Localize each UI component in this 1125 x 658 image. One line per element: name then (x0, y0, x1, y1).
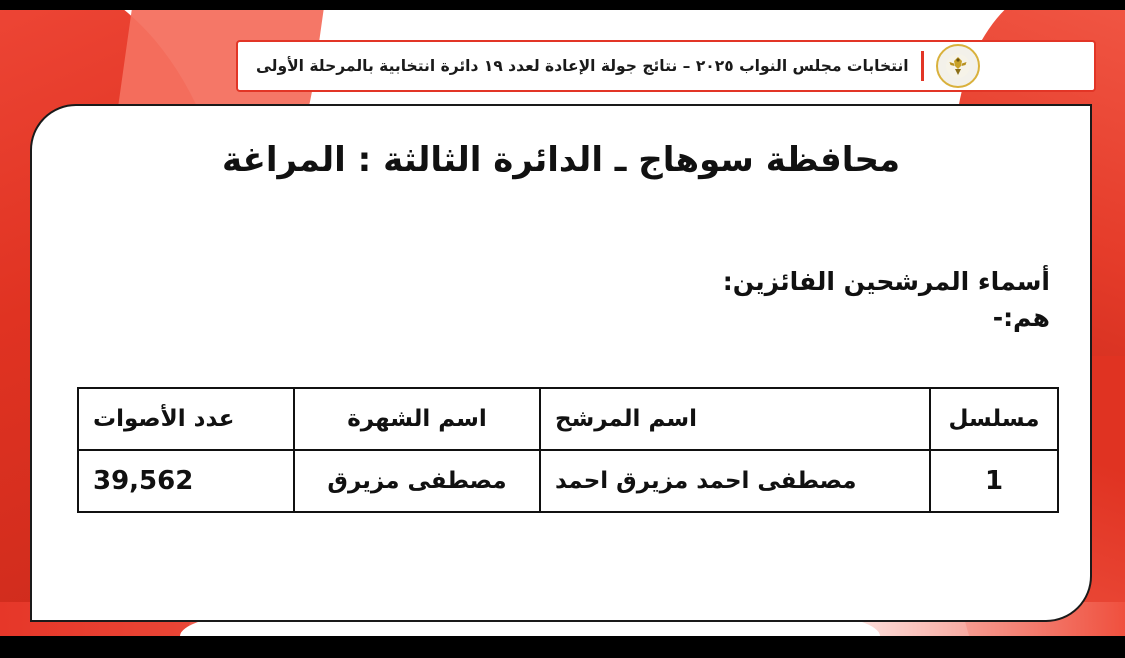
table-row (78, 450, 1058, 512)
cell-fame-name: مصطفى مزيرق (294, 450, 540, 512)
table-header-row (78, 388, 1058, 450)
cell-votes: 39,562 (78, 450, 294, 512)
column-header-votes: عدد الأصوات (78, 388, 294, 450)
letterbox-bottom (0, 636, 1125, 658)
banner-divider (921, 51, 924, 81)
page-title: محافظة سوهاج ـ الدائرة الثالثة : المراغة (221, 140, 901, 180)
column-header-candidate: اسم المرشح (540, 388, 930, 450)
results-card (30, 104, 1092, 622)
cell-seq: 1 (930, 450, 1058, 512)
egypt-eagle-emblem-icon (936, 44, 980, 88)
table-body (78, 450, 1058, 512)
column-header-fame-name: اسم الشهرة (294, 388, 540, 450)
cell-candidate: مصطفى احمد مزيرق احمد (540, 450, 930, 512)
results-table (77, 387, 1059, 513)
winners-label (723, 264, 1050, 337)
column-header-seq: مسلسل (930, 388, 1058, 450)
header-banner (236, 40, 1096, 92)
letterbox-top (0, 0, 1125, 10)
banner-title: انتخابات مجلس النواب ٢٠٢٥ – نتائج جولة الإعادة لعدد ١٩ دائرة انتخابية بالمرحلة الأولى (256, 57, 909, 75)
table-header (78, 388, 1058, 450)
winners-label-line1: أسماء المرشحين الفائزين: (722, 267, 1050, 296)
winners-label-line2: هم:- (992, 303, 1050, 333)
